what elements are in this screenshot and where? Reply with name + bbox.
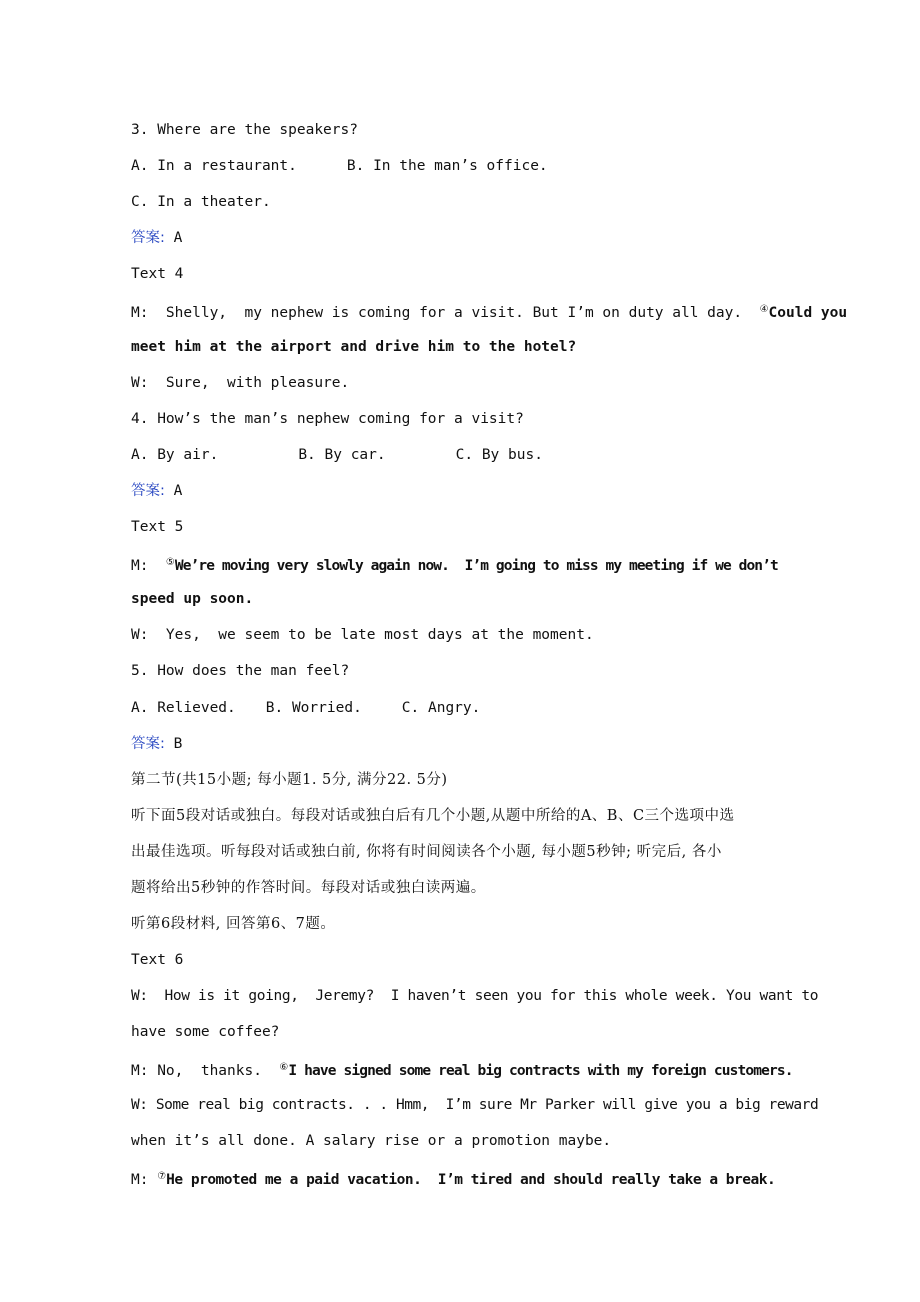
circled-number-marker: ⑤ [165, 557, 175, 569]
q4-answer [131, 473, 791, 509]
section2-heading: 第二节(共15小题; 每小题1. 5分, 满分22. 5分) [131, 771, 448, 788]
q4-option-b: B. By car. [298, 446, 386, 463]
answer-value: A [164, 482, 183, 499]
speaker-label: M: [131, 558, 166, 575]
text6-w2-line-1: W: Some real big contracts. . . Hmm, I’m sure Mr Parker will give you a big reward [131, 1096, 819, 1113]
q4-option-a: A. By air. [131, 446, 219, 463]
text6-m1-line [131, 1050, 791, 1086]
q3-option-b: B. In the man’s office. [346, 158, 548, 175]
answer-value: A [164, 230, 183, 247]
circled-number-marker: ④ [759, 304, 769, 316]
q5-options-row [131, 690, 791, 726]
answer-label: 答案: [131, 482, 165, 499]
q3-answer [131, 220, 791, 256]
text5-m-line-2: speed up soon. [131, 591, 254, 608]
q4-question: 4. How’s the man’s nephew coming for a visit? [131, 410, 524, 427]
text5-title: Text 5 [131, 519, 184, 536]
q3-question: 3. Where are the speakers? [131, 122, 358, 138]
circled-number-marker: ⑥ [279, 1062, 289, 1074]
section2-instruction-1: 听下面5段对话或独白。每段对话或独白后有几个小题,从题中所给的A、B、C三个选项中选 [131, 807, 735, 824]
document-page [131, 112, 848, 1195]
q5-answer [131, 726, 791, 762]
text4-w-line: W: Sure, with pleasure. [131, 374, 350, 391]
q4-option-c: C. By bus. [455, 446, 543, 463]
section2-instruction-2: 出最佳选项。听每段对话或独白前, 你将有时间阅读各个小题, 每小题5秒钟; 听完后, 各小 [131, 843, 722, 860]
key-sentence: Could you [768, 305, 848, 322]
circled-number-marker: ⑦ [157, 1170, 167, 1182]
answer-label: 答案: [131, 735, 165, 752]
key-sentence: I have signed some real big contracts with my foreign customers. [288, 1063, 793, 1080]
text5-m-line-1 [131, 545, 791, 581]
text4-title: Text 4 [131, 266, 184, 283]
dialogue-text: M: No, thanks. [131, 1063, 280, 1080]
text4-m-line-1 [131, 292, 848, 328]
text6-w2-line-2: when it’s all done. A salary rise or a promotion maybe. [131, 1132, 612, 1149]
q4-options-row [131, 437, 791, 473]
section2-instruction-3: 题将给出5秒钟的作答时间。每段对话或独白读两遍。 [131, 879, 486, 896]
text6-w1-line-1: W: How is it going, Jeremy? I haven’t seen you for this whole week. You want to [131, 988, 819, 1005]
q5-option-a: A. Relieved. [131, 699, 236, 716]
text6-title: Text 6 [131, 952, 184, 969]
answer-value: B [164, 735, 183, 752]
text4-m-line-2: meet him at the airport and drive him to the hotel? [131, 338, 577, 355]
key-sentence: We’re moving very slowly again now. I’m going to miss my meeting if we don’t [174, 558, 778, 575]
section2-listen-note: 听第6段材料, 回答第6、7题。 [131, 916, 336, 933]
text6-m2-line [131, 1159, 791, 1195]
text5-w-line: W: Yes, we seem to be late most days at the moment. [131, 627, 594, 644]
q3-options-row-1 [131, 148, 791, 184]
answer-label: 答案: [131, 230, 165, 247]
q3-option-c: C. In a theater. [131, 194, 271, 211]
text6-w1-line-2: have some coffee? [131, 1024, 280, 1041]
q5-option-b: B. Worried. [265, 699, 362, 716]
dialogue-text: M: [131, 1171, 158, 1188]
q5-question: 5. How does the man feel? [131, 663, 350, 680]
speaker-label: M: [131, 305, 149, 322]
key-sentence: He promoted me a paid vacation. I’m tired and should really take a break. [166, 1171, 776, 1188]
q5-option-c: C. Angry. [401, 699, 481, 716]
dialogue-text: Shelly, my nephew is coming for a visit. But I’m on duty all day. [148, 305, 760, 322]
q3-option-a: A. In a restaurant. [131, 158, 297, 175]
